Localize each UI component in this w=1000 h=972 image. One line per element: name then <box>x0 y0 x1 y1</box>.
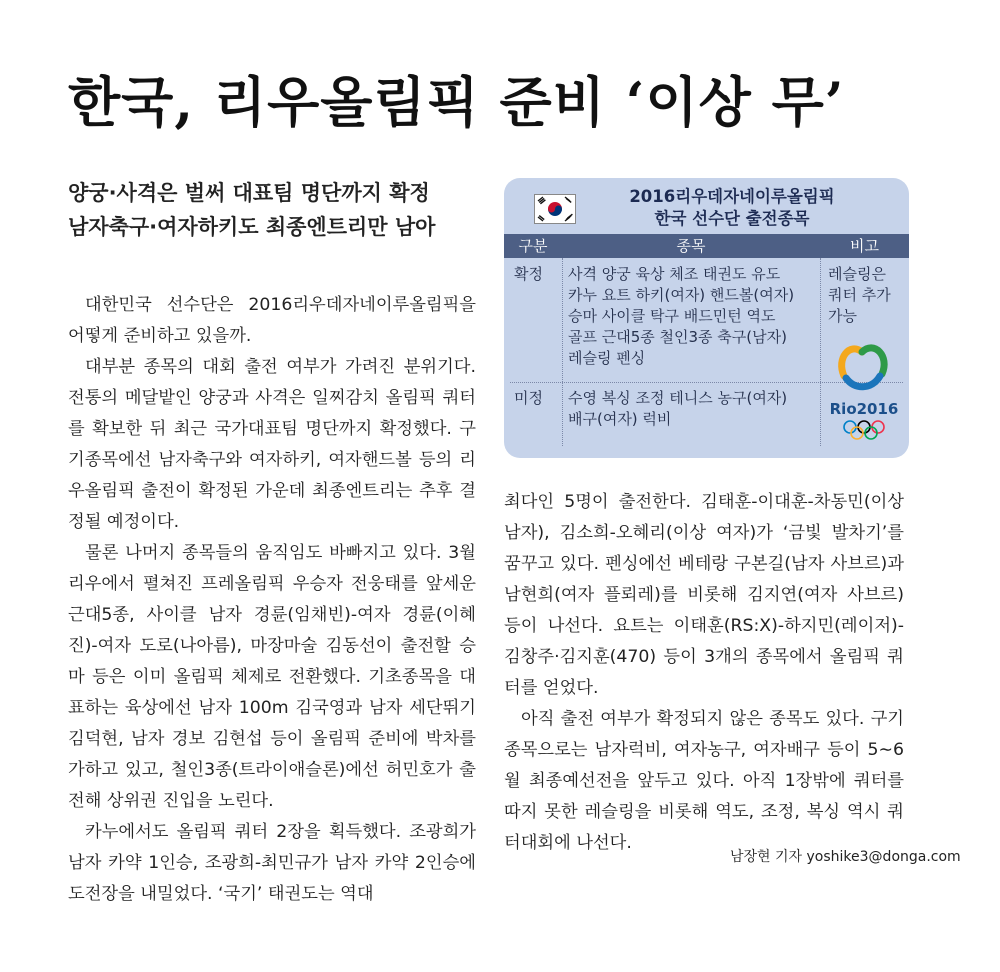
subhead-line-2: 남자축구·여자하키도 최종엔트리만 남아 <box>68 215 436 239</box>
infobox-title-line-2: 한국 선수단 출전종목 <box>654 209 810 228</box>
event-line: 카누 요트 하키(여자) 핸드볼(여자) <box>568 286 795 304</box>
rio2016-wordmark: Rio2016 <box>829 400 899 418</box>
header-events: 종목 <box>676 237 706 255</box>
olympic-events-infobox <box>504 178 909 458</box>
paragraph-1: 대한민국 선수단은 2016리우데자네이루올림픽을 어떻게 준비하고 있을까. <box>68 295 476 346</box>
event-line: 사격 양궁 육상 체조 태권도 유도 <box>568 265 781 283</box>
paragraph-4: 카누에서도 올림픽 쿼터 2장을 획득했다. 조광희가 남자 카약 1인승, 조광희-최민규가 남자 카약 2인승에 도전장을 내밀었다. ‘국기’ 태권도는 역대 <box>68 822 476 904</box>
event-line: 배구(여자) 럭비 <box>568 410 672 428</box>
header-note: 비고 <box>850 237 879 255</box>
infobox-title <box>582 186 882 230</box>
event-line: 레슬링 펜싱 <box>568 349 646 367</box>
article-column-left <box>68 290 476 910</box>
table-header <box>504 234 909 258</box>
note-line: 레슬링은 <box>828 265 886 283</box>
subhead-line-1: 양궁·사격은 벌써 대표팀 명단까지 확정 <box>68 181 430 205</box>
note-line: 가능 <box>828 307 857 325</box>
row-confirmed-label: 확정 <box>514 265 543 283</box>
paragraph-4-continued: 최다인 5명이 출전한다. 김태훈-이대훈-차동민(이상 남자), 김소희-오혜리(이상 여자)가 ‘금빛 발차기’를 꿈꾸고 있다. 펜싱에선 베테랑 구본길(남자 사브르)과 남현희(여자 플뢰레)를 비롯해 김지연(여자 사브르) 등이 나선다. 요트는 이태훈(RS:X)-하지민(레이저)-김창주·김지훈(470) 등이 3개의 종목에서 올림픽 쿼터를 얻었다. <box>504 492 904 698</box>
subheadline <box>68 176 435 244</box>
event-line: 수영 복싱 조정 테니스 농구(여자) <box>568 389 788 407</box>
row-confirmed-note <box>828 264 891 327</box>
row-undecided-label: 미정 <box>514 389 543 407</box>
note-line: 쿼터 추가 <box>828 286 891 304</box>
article-column-right <box>504 487 904 859</box>
event-line: 골프 근대5종 철인3종 축구(남자) <box>568 328 787 346</box>
column-divider <box>820 258 821 446</box>
row-undecided-events <box>568 388 787 430</box>
paragraph-5: 아직 출전 여부가 확정되지 않은 종목도 있다. 구기종목으로는 남자럭비, 여자농구, 여자배구 등이 5∼6월 최종예선전을 앞두고 있다. 아직 1장밖에 쿼터를 따지 못한 레슬링을 비롯해 역도, 조정, 복싱 역시 쿼터대회에 나선다. <box>504 709 904 853</box>
infobox-title-line-1: 2016리우데자네이루올림픽 <box>629 187 835 206</box>
row-confirmed-events <box>568 264 794 369</box>
paragraph-2: 대부분 종목의 대회 출전 여부가 가려진 분위기다. 전통의 메달밭인 양궁과 사격은 일찌감치 올림픽 쿼터를 확보한 뒤 최근 국가대표팀 명단까지 확정했다. 구기종목에선 남자축구와 여자하키, 여자핸드볼 등의 리우올림픽 출전이 확정된 가운데 최종엔트리는 추후 결정될 예정이다. <box>68 357 476 532</box>
event-line: 승마 사이클 탁구 배드민턴 역도 <box>568 307 776 325</box>
rio2016-logo <box>826 328 902 440</box>
headline: 한국, 리우올림픽 준비 ‘이상 무’ <box>68 70 845 134</box>
korea-flag-icon <box>534 194 576 224</box>
header-category: 구분 <box>518 237 548 255</box>
column-divider <box>562 258 563 446</box>
byline: 남장현 기자 yoshike3@donga.com <box>730 849 961 865</box>
paragraph-3: 물론 나머지 종목들의 움직임도 바빠지고 있다. 3월 리우에서 펼쳐진 프레올림픽 우승자 전웅태를 앞세운 근대5종, 사이클 남자 경륜(임채빈)-여자 경륜(이혜진)-여자 도로(나아름), 마장마술 김동선이 출전할 승마 등은 이미 올림픽 체제로 전환했다. 기초종목을 대표하는 육상에선 남자 100m 김국영과 남자 세단뛰기 김덕현, 남자 경보 김현섭 등이 올림픽 준비에 박차를 가하고 있고, 철인3종(트라이애슬론)에선 허민호가 출전해 상위권 진입을 노린다. <box>68 543 476 811</box>
